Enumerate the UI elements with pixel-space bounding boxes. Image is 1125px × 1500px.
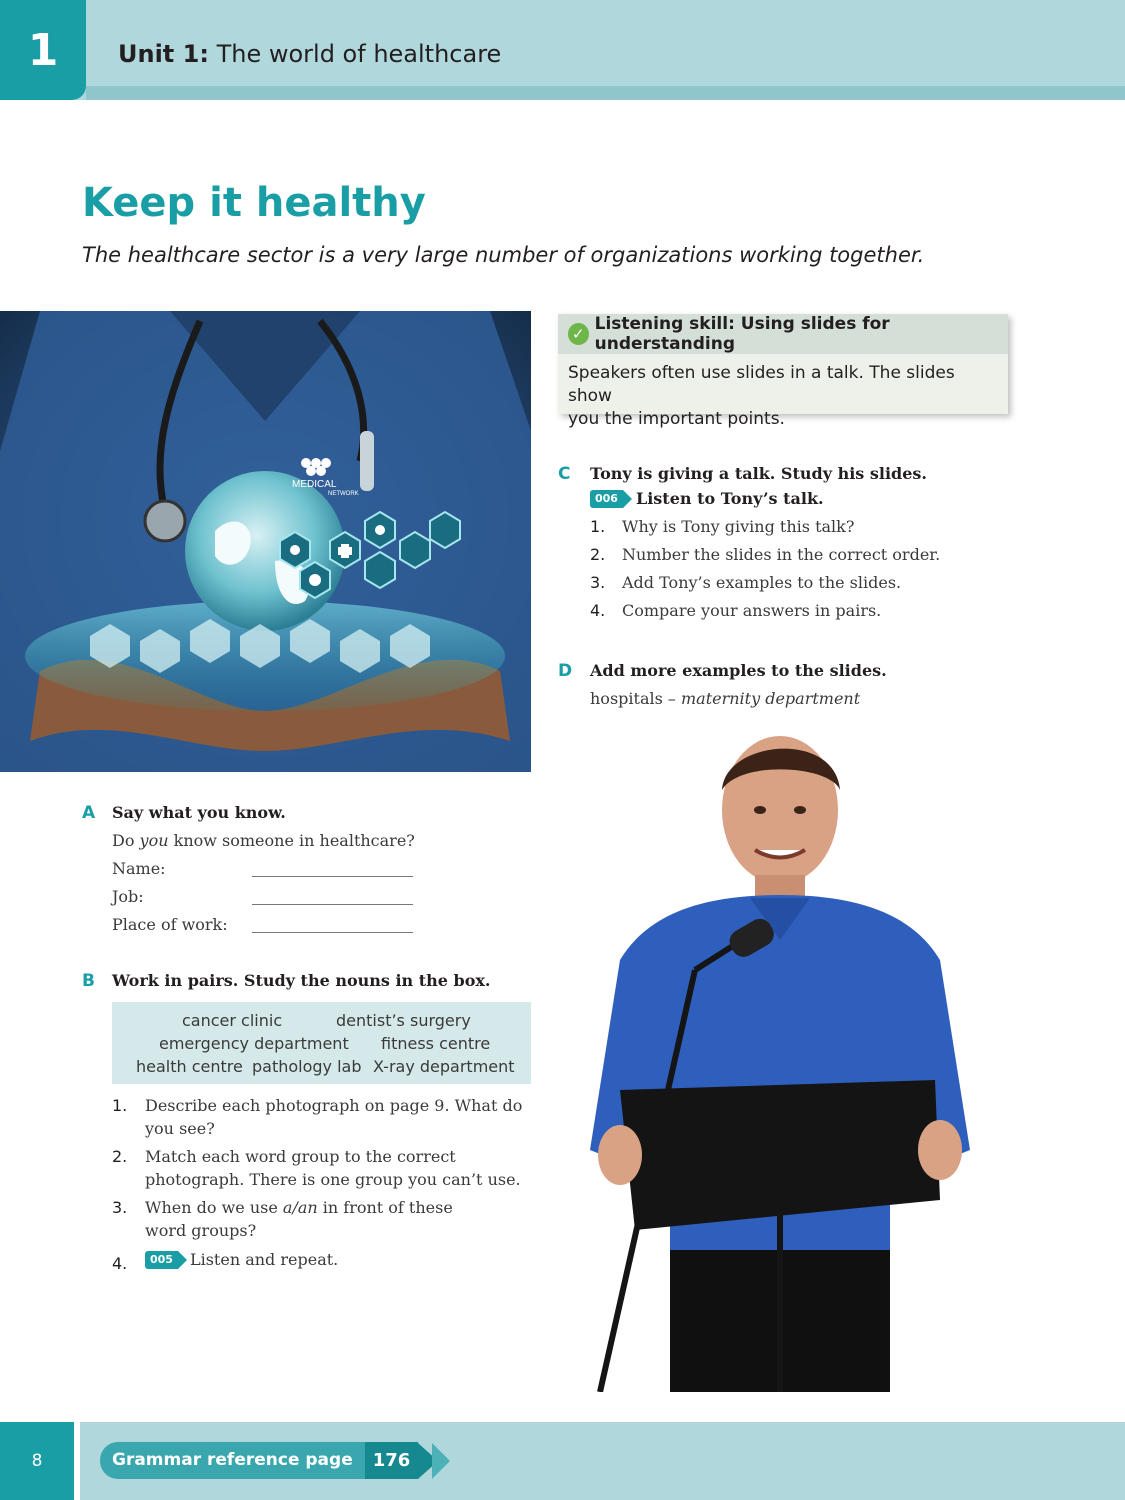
prompt-italic: you bbox=[139, 831, 169, 850]
skill-heading-row bbox=[558, 314, 1008, 354]
exercise-b-item-line: Describe each photograph on page 9. What do bbox=[145, 1096, 523, 1115]
footer-separator bbox=[74, 1422, 80, 1500]
place-answer-line[interactable] bbox=[252, 932, 413, 933]
field-label-name: Name: bbox=[112, 859, 166, 878]
item3-italic: a/an bbox=[282, 1198, 318, 1217]
example-word: hospitals – bbox=[590, 689, 681, 708]
skill-body-line1: Speakers often use slides in a talk. The slides show bbox=[568, 363, 955, 406]
name-answer-line[interactable] bbox=[252, 876, 413, 877]
page-subtitle: The healthcare sector is a very large number of organizations working together. bbox=[82, 243, 925, 267]
audio-track-number: 005 bbox=[145, 1251, 178, 1269]
word-item: cancer clinic bbox=[182, 1011, 283, 1030]
exercise-c-item-text: Why is Tony giving this talk? bbox=[622, 517, 855, 536]
exercise-d-heading: Add more examples to the slides. bbox=[590, 661, 887, 680]
item3-post: in front of these bbox=[317, 1198, 453, 1217]
exercise-c-item-number: 1. bbox=[590, 517, 606, 536]
unit-title bbox=[118, 40, 501, 68]
exercise-c-item-number: 3. bbox=[590, 573, 606, 592]
unit-label: Unit 1: bbox=[118, 40, 209, 68]
photo-logo-subtext: NETWORK bbox=[328, 491, 359, 497]
exercise-a-heading: Say what you know. bbox=[112, 803, 286, 822]
exercise-a-letter: A bbox=[82, 803, 96, 823]
word-box bbox=[112, 1002, 531, 1084]
skill-body-line2: you the important points. bbox=[568, 409, 785, 429]
chevron-right-icon bbox=[432, 1443, 450, 1479]
grammar-reference-page: 176 bbox=[365, 1442, 419, 1479]
exercise-b-item-line: Match each word group to the correct bbox=[145, 1147, 456, 1166]
skill-heading: Listening skill: Using slides for understanding bbox=[594, 314, 890, 354]
exercise-b-item-number: 4. bbox=[112, 1254, 128, 1273]
prompt-post: know someone in healthcare? bbox=[168, 831, 415, 850]
grammar-reference-link[interactable] bbox=[100, 1442, 450, 1479]
word-item: emergency department bbox=[159, 1034, 349, 1053]
exercise-c-item-text: Compare your answers in pairs. bbox=[622, 601, 882, 620]
play-arrow-icon bbox=[178, 1251, 187, 1269]
field-label-job: Job: bbox=[112, 887, 144, 906]
audio-track-006[interactable] bbox=[590, 490, 632, 508]
medical-network-photo bbox=[0, 311, 531, 772]
play-arrow-icon bbox=[623, 490, 632, 508]
word-item: fitness centre bbox=[381, 1034, 491, 1053]
word-item: health centre bbox=[136, 1057, 243, 1076]
word-item: X-ray department bbox=[373, 1057, 515, 1076]
header-underline bbox=[86, 86, 1125, 100]
item3-pre: When do we use bbox=[145, 1198, 283, 1217]
example-italic: maternity department bbox=[680, 689, 861, 708]
speaker-photo bbox=[560, 730, 1000, 1392]
page-number: 8 bbox=[0, 1422, 74, 1500]
exercise-b-heading: Work in pairs. Study the nouns in the box. bbox=[112, 971, 491, 990]
job-answer-line[interactable] bbox=[252, 904, 413, 905]
word-item: pathology lab bbox=[252, 1057, 362, 1076]
speaker-illustration bbox=[560, 730, 1000, 1392]
exercise-b-item-number: 2. bbox=[112, 1147, 128, 1166]
skill-body bbox=[558, 354, 1008, 429]
exercise-a-prompt bbox=[112, 831, 415, 850]
exercise-c-item-text: Add Tony’s examples to the slides. bbox=[622, 573, 902, 592]
field-label-place: Place of work: bbox=[112, 915, 228, 934]
listening-skill-box bbox=[558, 314, 1008, 429]
exercise-b-item-number: 1. bbox=[112, 1096, 128, 1115]
exercise-b-item4-row bbox=[145, 1250, 338, 1269]
unit-number-badge: 1 bbox=[0, 0, 86, 100]
exercise-c-item-number: 2. bbox=[590, 545, 606, 564]
exercise-c-item-text: Number the slides in the correct order. bbox=[622, 545, 941, 564]
exercise-c-heading2: Listen to Tony’s talk. bbox=[635, 489, 824, 508]
exercise-c-letter: C bbox=[558, 464, 571, 484]
exercise-b-item-line: you see? bbox=[145, 1119, 215, 1138]
grammar-reference-label: Grammar reference page bbox=[100, 1442, 365, 1479]
medical-network-illustration bbox=[0, 311, 531, 772]
page-title: Keep it healthy bbox=[82, 180, 426, 226]
check-icon: ✓ bbox=[568, 323, 589, 345]
exercise-b-letter: B bbox=[82, 971, 95, 991]
exercise-b-item-line: Listen and repeat. bbox=[189, 1250, 339, 1269]
word-item: dentist’s surgery bbox=[336, 1011, 471, 1030]
exercise-c-heading2-row bbox=[590, 489, 824, 508]
exercise-c-item-number: 4. bbox=[590, 601, 606, 620]
audio-track-005[interactable] bbox=[145, 1251, 187, 1269]
exercise-b-item-number: 3. bbox=[112, 1198, 128, 1217]
exercise-d-letter: D bbox=[558, 661, 573, 681]
exercise-b-item-line bbox=[145, 1198, 453, 1217]
audio-track-number: 006 bbox=[590, 490, 623, 508]
prompt-pre: Do bbox=[112, 831, 140, 850]
exercise-b-item-line: word groups? bbox=[145, 1221, 257, 1240]
exercise-d-example bbox=[590, 689, 860, 708]
unit-title-text: The world of healthcare bbox=[216, 40, 502, 68]
exercise-c-heading: Tony is giving a talk. Study his slides. bbox=[590, 464, 927, 483]
exercise-b-item-line: photograph. There is one group you can’t use. bbox=[145, 1170, 521, 1189]
photo-logo-text: MEDICAL bbox=[292, 479, 337, 490]
